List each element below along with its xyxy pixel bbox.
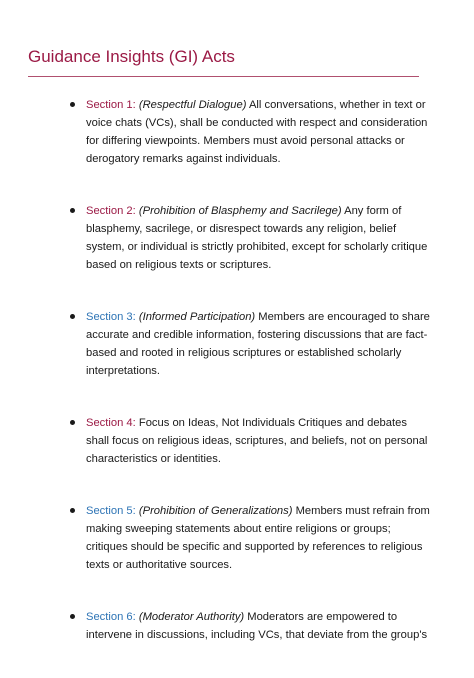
sections-list bbox=[0, 96, 474, 678]
section-heading: (Prohibition of Blasphemy and Sacrilege) bbox=[138, 205, 342, 217]
section-label: Section 5: bbox=[86, 505, 136, 517]
section-text: Any form of blasphemy, sacrilege, or disrespect towards any religion, belief system, or individual is strictly prohibited, except for scholarly critique based on religious texts or scriptures. bbox=[86, 205, 428, 271]
section-label: Section 1: bbox=[86, 99, 136, 111]
bullet-icon bbox=[70, 208, 75, 213]
section-item-5 bbox=[0, 502, 474, 574]
section-heading: (Moderator Authority) bbox=[138, 611, 245, 623]
section-heading: (Informed Participation) bbox=[138, 311, 256, 323]
section-item-2 bbox=[0, 202, 474, 274]
document-title: Guidance Insights (GI) Acts bbox=[28, 47, 235, 66]
bullet-icon bbox=[70, 314, 75, 319]
section-text: Focus on Ideas, Not Individuals Critiques and debates shall focus on religious ideas, scriptures, and beliefs, not on personal characteristics or identities. bbox=[86, 417, 428, 465]
section-label: Section 6: bbox=[86, 611, 136, 623]
section-label: Section 2: bbox=[86, 205, 136, 217]
section-text: Moderators are empowered to intervene in discussions, including VCs, that deviate from the group's bbox=[86, 611, 428, 641]
bullet-icon bbox=[70, 420, 75, 425]
section-item-6 bbox=[0, 608, 474, 644]
section-label: Section 4: bbox=[86, 417, 136, 429]
section-text: Members are encouraged to share accurate and credible information, fostering discussions that are fact-based and rooted in religious scriptures or established scholarly interpretations. bbox=[86, 311, 430, 377]
section-item-1 bbox=[0, 96, 474, 168]
bullet-icon bbox=[70, 102, 75, 107]
section-heading: (Respectful Dialogue) bbox=[138, 99, 247, 111]
section-heading: (Prohibition of Generalizations) bbox=[138, 505, 293, 517]
section-text: All conversations, whether in text or voice chats (VCs), shall be conducted with respect and consideration for differing viewpoints. Members must avoid personal attacks or derogatory remarks against individuals. bbox=[86, 99, 428, 165]
section-item-3 bbox=[0, 308, 474, 380]
section-label: Section 3: bbox=[86, 311, 136, 323]
bullet-icon bbox=[70, 508, 75, 513]
section-text: Members must refrain from making sweeping statements about entire religions or groups; critiques should be specific and supported by references to religious texts or authoritative sources. bbox=[86, 505, 430, 571]
bullet-icon bbox=[70, 614, 75, 619]
title-divider bbox=[28, 76, 419, 77]
section-item-4 bbox=[0, 414, 474, 468]
